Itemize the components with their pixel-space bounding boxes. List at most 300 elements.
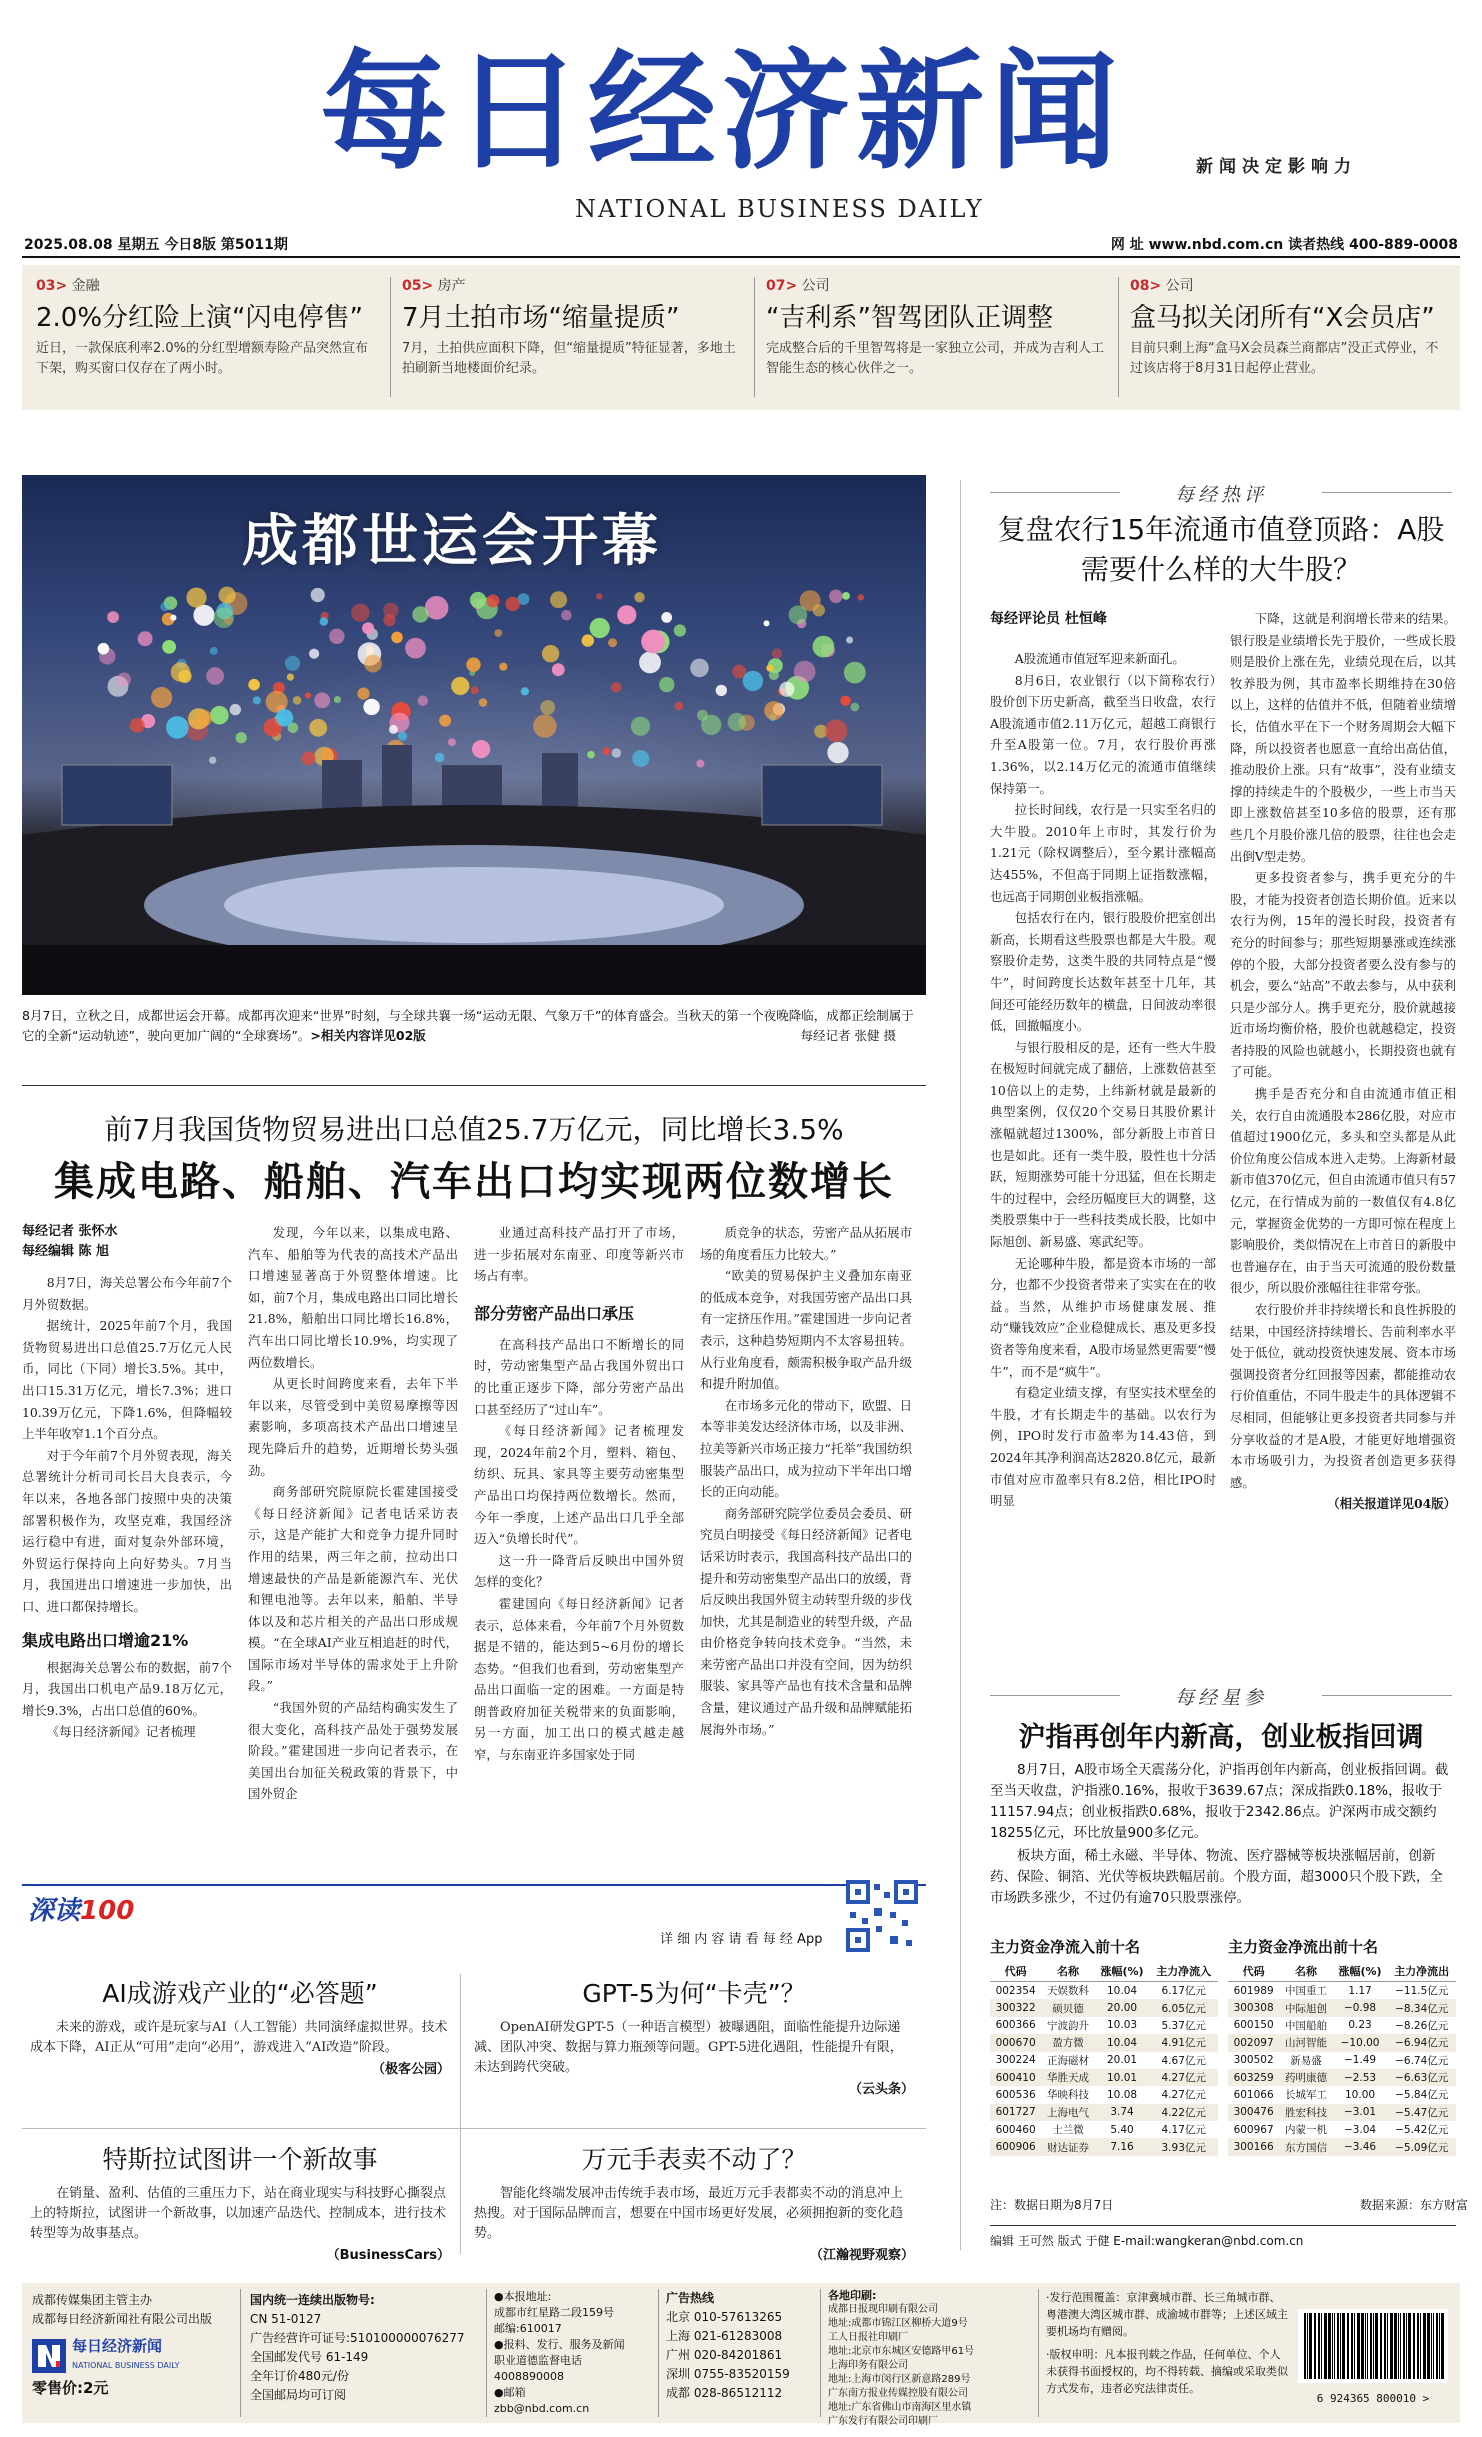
table-cell: −5.47亿元 [1387, 2104, 1456, 2121]
teaser-item[interactable]: 07> 公司 “吉利系”智驾团队正调整 完成整合后的千里智驾将是一家独立公司，并成为吉利人工智能生态的核心伙伴之一。 [766, 275, 1106, 379]
firework-burst [764, 701, 783, 720]
firework-burst [206, 667, 224, 685]
commentary-tag-bar [990, 480, 1452, 507]
firework-burst [772, 648, 782, 658]
footer-pub-line: 全国邮局均可订阅 [250, 2388, 347, 2402]
commentary-paragraph: 拉长时间线，农行是一只实至名归的大牛股。2010年上市时，其发行价为1.21元（除权调整后），至今累计涨幅高达455%，不但高于同期上证指数涨幅，也远高于同期创业板指涨幅。 [990, 802, 1216, 904]
firework-burst [659, 677, 674, 692]
firework-burst [617, 605, 636, 624]
firework-burst [840, 696, 850, 706]
table-cell: 601066 [1233, 2088, 1274, 2101]
firework-burst [309, 719, 327, 737]
divider [460, 1974, 461, 2254]
trade-paragraph: 质竞争的状态，劳密产品从拓展市场的角度看压力比较大。” [700, 1225, 912, 1262]
commentary-paragraph: 有稳定业绩支撑，有坚实技术壁垒的牛股，才有长期走牛的基础。以农行为例，IPO时发行市盈率为14.43倍，到2024年其净利润高达2820.8亿元，最新市值对应市盈率只有8.2倍，相比IPO时明显 [990, 1385, 1216, 1509]
footer-address-line: 成都市红星路二段159号 [494, 2306, 614, 2319]
firework-burst [639, 652, 661, 674]
commentary-title[interactable]: 复盘农行15年流通市值登顶路：A股需要什么样的大牛股？ [997, 513, 1445, 586]
firework-burst [794, 661, 816, 683]
footer-print-line: 成都日报现印刷有限公司 [828, 2304, 938, 2315]
firework-burst [521, 687, 529, 695]
teaser-title[interactable]: 盒马拟关闭所有“X会员店” [1130, 303, 1435, 333]
table-cell: 中国船舶 [1284, 2019, 1327, 2032]
table-cell: 600366 [995, 2019, 1036, 2032]
firework-burst [675, 702, 683, 710]
footer-address-line: ●邮箱 [494, 2386, 526, 2399]
firework-burst [389, 725, 398, 734]
table-cell: 4.91亿元 [1149, 2034, 1218, 2051]
firework-burst [236, 732, 247, 743]
table-row [990, 2121, 1218, 2138]
commentary-paragraph: 农行股价并非持续增长和良性拆股的结果，中国经济持续增长、告前利率水平处于低位，就动投资快速发展、资本市场强调投资者分红回报等因素，都能推动农行价值重估，不同牛股走牛的具体逻辑不尽相同，但能够让更多投资者共同参与并分享收益的才是A股，才能更好地增强资本市场吸引力，为投资者创造更多获得感。 [1230, 1302, 1456, 1490]
teaser-band [22, 265, 1460, 410]
footer-print-line: 上海印务有限公司 [828, 2360, 908, 2371]
firework-burst [825, 719, 848, 742]
table-cell: 10.00 [1345, 2088, 1376, 2101]
price: 零售价:2元 [32, 2379, 109, 2397]
firework-burst [552, 663, 565, 676]
firework-burst [743, 671, 763, 691]
table-header: 主力净流出 [1387, 1961, 1456, 1982]
table-cell: 600967 [1233, 2123, 1274, 2136]
footer-print-line: 地址:北京市东城区安德路甲61号 [828, 2346, 975, 2357]
trade-paragraph: 商务部研究院原院长霍建国接受《每日经济新闻》记者电话采访表示，这是产能扩大和竞争力提升同时作用的结果，两三年之前，拉动出口增速最快的产品是新能源汽车、光伏和锂电池等。去年以来，船舶、半导体以及和芯片相关的产品出口形成规模。“在全球AI产业互相追赶的时代，国际市场对半导体的需求处于上升阶段。” [248, 1484, 458, 1694]
teaser-summary: 完成整合后的千里智驾将是一家独立公司，并成为吉利人工智能生态的核心伙伴之一。 [766, 341, 1105, 376]
firework-burst [160, 602, 169, 611]
table-cell: −5.09亿元 [1387, 2138, 1456, 2155]
table-cell: 6.05亿元 [1149, 1999, 1218, 2016]
market-title[interactable]: 沪指再创年内新高，创业板指回调 [1018, 1722, 1424, 1753]
table-cell: 4.17亿元 [1161, 2124, 1206, 2137]
firework-burst [391, 632, 403, 644]
market-body: 8月7日，A股市场全天震荡分化，沪指再创年内新高，创业板指回调。截至当天收盘，沪指涨0.16%，报收于3639.67点；深成指跌0.18%，报收于11157.94点；创业板指跌0.68%，报收于2342.86点。沪深两市成交额约18255亿元，环比放量900多亿元。 [990, 1762, 1449, 1841]
barcode: 6 924365 800010 > [1298, 2309, 1448, 2408]
table-cell: 000670 [990, 2034, 1041, 2051]
table-cell: 药明康德 [1279, 2069, 1332, 2086]
table-row [990, 1999, 1218, 2016]
footer-address [494, 2289, 654, 2417]
firework-burst [827, 742, 848, 763]
firework-burst [844, 662, 866, 684]
firework-burst [451, 677, 469, 695]
firework-burst [287, 674, 294, 681]
trade-paragraph: 从更长时间跨度来看，去年下半年以来，尽管受到中美贸易摩擦等因素影响，多项高技术产品出口增速呈现先降后升的趋势，近期增长势头强劲。 [248, 1376, 458, 1478]
table-cell: 6.17亿元 [1161, 1985, 1206, 1998]
firework-burst [151, 687, 172, 708]
table-row [1228, 1999, 1456, 2016]
table-cell: 002354 [995, 1984, 1036, 1997]
footer-ad-hotline: 广告热线 北京 010-57613265 上海 021-61283008 广州 020-84201861 深圳 0755-83520159 成都 028-86512112 [666, 2289, 816, 2403]
table-cell: −0.98 [1333, 1999, 1388, 2016]
deep-read-title[interactable]: AI成游戏产业的“必答题” [102, 1979, 378, 2008]
issue-line: 2025.08.08 星期五 今日8版 第5011期 [24, 237, 288, 253]
table-cell: 正海磁材 [1046, 2054, 1089, 2067]
table-row [990, 2034, 1218, 2051]
firework-burst [829, 590, 843, 604]
deep-read-rule [22, 1884, 926, 1886]
commentary-paragraph: A股流通市值冠军迎来新面孔。 [1014, 651, 1185, 666]
table-cell: 601727 [990, 2104, 1041, 2121]
trade-col-2 [248, 1222, 458, 1805]
firework-burst [499, 663, 507, 671]
firework-burst [470, 592, 486, 608]
footer-address-line: 职业道德监督电话 [494, 2354, 582, 2367]
table-row [990, 2017, 1218, 2034]
firework-burst [494, 629, 502, 637]
table-row [990, 2104, 1218, 2121]
deep-read-title[interactable]: 特斯拉试图讲一个新故事 [102, 2145, 378, 2174]
masthead-english: NATIONAL BUSINESS DAILY [575, 195, 984, 223]
footer-print-line: 地址:成都市锦江区柳桥大道9号 [828, 2318, 968, 2329]
firework-burst [248, 679, 260, 691]
table-cell: −2.53 [1333, 2069, 1388, 2086]
footer [22, 2283, 1460, 2427]
table-header: 涨幅(%) [1333, 1961, 1388, 1982]
firework-burst [641, 630, 665, 654]
commentary-col-2 [1230, 608, 1456, 1515]
qr-code-icon[interactable] [846, 1880, 918, 1952]
firework-burst [611, 682, 621, 692]
footer-print-line: 广东南方报业传媒控股有限公司 [828, 2388, 968, 2399]
table-cell: 603259 [1228, 2069, 1279, 2086]
commentary-paragraph: 8月6日，农业银行（以下简称农行）股价创下历史新高，截至当日收盘，农行A股流通市值2.11万亿元，超越工商银行升至A股第一位。7月，农行股价再涨1.36%，以2.14万亿元的流通市值继续保持第一。 [990, 672, 1216, 796]
firework-burst [412, 606, 428, 622]
table-row [1228, 2034, 1456, 2051]
deep-read-body: 在销量、盈利、估值的三重压力下，站在商业现实与科技野心撕裂点上的特斯拉，试图讲一个新故事，以加速产品迭代、控制成本，进行技术转型等为故事基点。 [30, 2186, 447, 2241]
firework-burst [582, 634, 594, 646]
trade-paragraph: 8月7日，海关总署公布今年前7个月外贸数据。 [22, 1275, 232, 1312]
firework-burst [196, 710, 213, 727]
firework-burst [471, 686, 479, 694]
table-cell: 300166 [1228, 2138, 1279, 2155]
firework-burst [107, 611, 119, 623]
table-cell: −8.34亿元 [1387, 1999, 1456, 2016]
table-cell: 600906 [990, 2138, 1041, 2155]
trade-col-4 [700, 1222, 912, 1740]
table-cell: 601989 [1233, 1984, 1274, 1997]
table-cell: 华胜天成 [1041, 2069, 1094, 2086]
trade-paragraph: 对于今年前7个月外贸表现，海关总署统计分析司司长吕大良表示，今年以来，各地各部门按照中央的决策部署积极作为，攻坚克难，我国经济运行稳中有进，面对复杂外部环境，外贸运行保持向上向好势头。7月当月，我国进出口增速进一步加快，出口、进口都保持增长。 [22, 1447, 232, 1614]
firework-burst [690, 659, 709, 678]
firework-burst [472, 740, 490, 758]
deep-read-item[interactable] [474, 1974, 914, 2097]
firework-burst [506, 597, 520, 611]
deep-read-body: 智能化终端发展冲击传统手表市场，最近万元手表都卖不动的消息冲上热搜。对于国际品牌而言，想要在中国市场更好发展，必须拥抱新的变化趋势。 [474, 2186, 904, 2241]
table-cell: 胜宏科技 [1279, 2104, 1332, 2121]
firework-burst [418, 696, 429, 707]
rule [22, 1085, 926, 1086]
table-row [1228, 2069, 1456, 2086]
table-cell: 300308 [1228, 1999, 1279, 2016]
firework-burst [170, 615, 176, 621]
table-cell: 中国重工 [1284, 1985, 1327, 1998]
commentary-col-1 [990, 648, 1216, 1512]
table-cell: 10.08 [1107, 2088, 1138, 2101]
table-cell: 盈方微 [1041, 2034, 1094, 2051]
teaser-item[interactable]: 03> 金融 2.0%分红险上演“闪电停售” 近日，一款保底利率2.0%的分红型增额寿险产品突然宣布下架，购买窗口仅存在了两小时。 [36, 275, 376, 379]
table-cell: −6.63亿元 [1387, 2069, 1456, 2086]
firework-burst [210, 647, 218, 655]
footer-pub-line: 国内统一连续出版物号: [250, 2293, 375, 2307]
table-cell: 10.03 [1107, 2019, 1138, 2032]
firework-burst [696, 760, 704, 768]
divider [1118, 277, 1119, 397]
trade-paragraph: 在市场多元化的带动下，欧盟、日本等非美发达经济体市场，以及非洲、拉美等新兴市场正接力“托举”我国纺织服装产品出口，成为拉动下半年出口增长的正向动能。 [700, 1397, 912, 1500]
footer-ad-line: 上海 021-61283008 [666, 2329, 783, 2343]
table-cell: 600150 [1233, 2019, 1274, 2032]
footer-pub-line: 全年订价480元/份 [250, 2369, 349, 2383]
firework-burst [540, 700, 555, 715]
table-cell: 4.27亿元 [1161, 2089, 1206, 2102]
fund-inflow-table [990, 1936, 1218, 2156]
table-cell: 硕贝德 [1041, 1999, 1094, 2016]
table-header: 涨幅(%) [1095, 1961, 1150, 1982]
table-cell: −11.5亿元 [1395, 1985, 1449, 1998]
firework-burst [117, 673, 131, 687]
deep-read-item[interactable] [474, 2140, 914, 2263]
table-row [990, 2052, 1218, 2069]
deep-read-item[interactable] [30, 2140, 450, 2263]
table-cell: −6.74亿元 [1395, 2054, 1449, 2067]
firework-burst [439, 715, 451, 727]
table-cell: −1.49 [1343, 2054, 1377, 2067]
trade-paragraph: 《每日经济新闻》记者梳理发现，2024年前2个月，塑料、箱包、纺织、玩具、家具等主要劳动密集型产品出口均保持两位数增长。然而，今年一季度，上述产品出口几乎全部迈入“负增长时代”。 [474, 1423, 684, 1547]
footer-ad-line: 北京 010-57613265 [666, 2310, 783, 2324]
table-cell: 20.00 [1095, 1999, 1150, 2016]
deep-read-title[interactable]: 万元手表卖不动了？ [581, 2145, 807, 2174]
footer-publication-info [250, 2291, 480, 2405]
trade-paragraph: 在高科技产品出口不断增长的同时，劳动密集型产品占我国外贸出口的比重正逐步下降，部分劳密产品出口甚至经历了“过山车”。 [474, 1336, 684, 1417]
firework-burst [209, 757, 216, 764]
firework-burst [193, 605, 214, 626]
market-tag-bar [990, 1683, 1452, 1710]
table-header: 代码 [1228, 1961, 1279, 1982]
deep-read-source: （极客公园） [371, 2062, 450, 2077]
firework-burst [186, 588, 206, 608]
teaser-title[interactable]: 7月土拍市场“缩量提质” [402, 303, 680, 333]
firework-burst [789, 606, 808, 625]
table-cell: 东方国信 [1279, 2138, 1332, 2155]
table-cell: 300502 [1233, 2054, 1274, 2067]
footer-printers: 各地印刷: 成都日报现印刷有限公司 地址:成都市锦江区柳桥大道9号 工人日报社印刷厂 地址:北京市东城区安德路甲61号 上海印务有限公司 地址:上海市闵行区新意路289号 广东南方报业传媒控股有限公司 地址:广东省佛山市南海区里水镇 广东发行有限公司印刷厂 [828, 2289, 1033, 2429]
table-cell: 0.23 [1348, 2019, 1372, 2032]
firework-burst [846, 637, 853, 644]
table-cell: −3.46 [1333, 2138, 1388, 2155]
table-cell: 天娱数科 [1046, 1985, 1089, 1998]
firework-burst [398, 732, 407, 741]
trade-col1-subhead: 集成电路出口增逾21% [22, 1630, 189, 1650]
table-cell: 4.67亿元 [1161, 2054, 1206, 2067]
market-body-2: 板块方面，稀土永磁、半导体、物流、医疗器械等板块涨幅居前，创新药、保险、铜箔、光伏等板块跌幅居前。个股方面，超3000只个股下跌，全市场跌多涨少，不过仍有逾70只股票涨停。 [990, 1848, 1443, 1906]
firework-burst [98, 643, 110, 655]
firework-burst [320, 617, 329, 626]
trade-reporter: 每经记者 张怀水 [22, 1224, 118, 1239]
teaser-summary: 目前只剩上海“盒马X会员森兰商都店”没正式停业，不过该店将于8月31日起停止营业。 [1130, 341, 1439, 376]
firework-burst [858, 594, 864, 600]
footer-print-line: 工人日报社印刷厂 [828, 2332, 908, 2343]
firework-burst [357, 688, 369, 700]
trade-paragraph: 《每日经济新闻》记者梳理 [46, 1724, 196, 1740]
footer-sponsor: 成都传媒集团主管主办 成都每日经济新闻社有限公司出版 每日经济新闻 NATIONAL BUSINESS DAILY 零售价:2元 [32, 2291, 232, 2398]
footer-address-line: ●报料、发行、服务及新闻 [494, 2338, 625, 2351]
table-cell: 4.22亿元 [1149, 2104, 1218, 2121]
commentary-paragraph: 下降，这就是利润增长带来的结果。银行股是业绩增长先于股价，一些成长股则是股价上涨在先，业绩兑现在后，以其牧养股为例，其市盈率长期维持在30倍以上，这样的估值并不低，但随着业绩增长，估值水平在下一个财务周期会大幅下降，所以投资者也愿意一直给出高估值，推动股价上涨。只有“故事”，没有业绩支撑的持续走牛的个股极少，一些上市当天即上涨数倍甚至10多倍的股票，还有那些几个月股价涨几倍的股票，往往也会走出倒V型走势。 [1230, 611, 1456, 864]
trade-subheadline: 前7月我国货物贸易进出口总值25.7万亿元，同比增长3.5% [104, 1113, 844, 1146]
firework-burst [479, 698, 488, 707]
trade-col-1 [22, 1222, 232, 1743]
contact-line: 网 址 www.nbd.com.cn 读者热线 400-889-0008 [1110, 237, 1458, 253]
firework-burst [716, 685, 727, 696]
table-row [1228, 2086, 1456, 2103]
deep-read-body: OpenAI研发GPT-5（一种语言模型）被曝遇阻，面临性能提升边际递减、团队冲突、数据与算力瓶颈等问题。GPT-5进化遇阻，性能提升有限，未达到跨代突破。 [474, 2020, 903, 2075]
table-cell: 300476 [1228, 2104, 1279, 2121]
firework-burst [210, 706, 229, 725]
firework-burst [590, 618, 610, 638]
firework-burst [632, 750, 649, 767]
firework-burst [166, 716, 189, 739]
market-tag: 每经星参 [1174, 1687, 1267, 1709]
footer-address-line: 4008890008 [494, 2370, 564, 2383]
trade-paragraph: 据统计，2025年前7个月，我国货物贸易进出口总值25.7万亿元人民币，同比（下同）增长3.5%。其中，出口15.31万亿元，增长7.3%；进口10.39万亿元，下降1.6%，但降幅较上半年收窄1.1个百分点。 [22, 1318, 232, 1442]
firework-burst [608, 638, 617, 647]
table-cell: 4.27亿元 [1149, 2069, 1218, 2086]
firework-burst [363, 699, 379, 715]
table-cell: 5.40 [1110, 2123, 1134, 2136]
firework-burst [305, 693, 311, 699]
footer-address-line: zbb@nbd.com.cn [494, 2402, 590, 2415]
firework-burst [435, 753, 444, 762]
table-cell: −8.26亿元 [1395, 2019, 1449, 2032]
table-cell: 10.04 [1095, 2034, 1150, 2051]
table-cell: 002097 [1228, 2034, 1279, 2051]
nbd-logo-icon [32, 2339, 66, 2373]
firework-burst [311, 588, 325, 602]
table-row [1228, 1982, 1456, 2000]
photo-caption [22, 1006, 926, 1046]
table-row [1228, 2017, 1456, 2034]
footer-pub-line: 全国邮发代号 61-149 [250, 2350, 369, 2364]
teaser-item[interactable]: 05> 房产 7月土拍市场“缩量提质” 7月，土拍供应面积下降，但“缩量提质”特征显著，多地土拍刷新当地楼面价纪录。 [402, 275, 742, 379]
teaser-item[interactable]: 08> 公司 盒马拟关闭所有“X会员店” 目前只剩上海“盒马X会员森兰商都店”没正式停业，不过该店将于8月31日起停止营业。 [1130, 275, 1448, 379]
teaser-summary: 近日，一款保底利率2.0%的分红型增额寿险产品突然宣布下架，购买窗口仅存在了两小时。 [36, 341, 369, 376]
fund-outflow-title: 主力资金净流出前十名 [1228, 1938, 1379, 1956]
firework-burst [612, 748, 621, 757]
table-cell: 财达证券 [1041, 2138, 1094, 2155]
table-cell: −5.84亿元 [1395, 2089, 1449, 2102]
footer-print-line: 地址:上海市闵行区新意路289号 [828, 2374, 971, 2385]
table-header: 代码 [990, 1961, 1041, 1982]
table-cell: 7.16 [1095, 2138, 1150, 2155]
teaser-title[interactable]: “吉利系”智驾团队正调整 [766, 303, 1053, 333]
table-cell: 华映科技 [1046, 2089, 1089, 2102]
firework-burst [674, 624, 686, 636]
table-row [990, 2086, 1218, 2103]
commentary-paragraph: 无论哪种牛股，都是资本市场的一部分，也都不少投资者带来了实实在在的收益。当然，从维护市场健康发展、推动“赚钱效应”企业稳健成长、惠及更多投资者等角度来看，A股市场显然更需要“慢牛”，而不是“疯牛”。 [990, 1255, 1216, 1379]
footer-logo: 每日经济新闻 NATIONAL BUSINESS DAILY [32, 2337, 232, 2375]
deep-read-source: （BusinessCars） [326, 2248, 450, 2263]
masthead-title: 每日经济新闻 [320, 38, 1125, 187]
table-header: 主力净流入 [1149, 1961, 1218, 1982]
masthead-slogan: 新闻决定影响力 [1196, 157, 1357, 177]
table-header: 名称 [1279, 1961, 1332, 1982]
table-row [990, 2069, 1218, 2086]
firework-burst [253, 696, 261, 704]
trade-paragraph: 这一升一降背后反映出中国外贸怎样的变化？ [474, 1552, 684, 1590]
table-cell: −3.04 [1343, 2123, 1377, 2136]
lead-photo[interactable] [22, 475, 926, 995]
firework-burst [603, 747, 611, 755]
table-cell: −6.94亿元 [1387, 2034, 1456, 2051]
footer-ad-line: 广州 020-84201861 [666, 2348, 783, 2362]
table-cell: 1.17 [1348, 1984, 1372, 1997]
firework-burst [230, 704, 241, 715]
firework-burst [779, 682, 794, 697]
table-source: 数据来源：东方财富 [1360, 2198, 1469, 2212]
firework-burst [351, 604, 369, 622]
firework-burst [302, 751, 316, 765]
table-cell: 上海电气 [1041, 2104, 1094, 2121]
caption-text: 8月7日，立秋之日，成都世运会开幕。成都再次迎来“世界”时刻，与全球共襄一场“运动无限、气象万千”的体育盛会。当秋天的第一个夜晚降临，成都正绘制属于它的全新“运动轨迹”，驶向更加广阔的“全球赛场”。 [22, 1008, 914, 1043]
firework-burst [550, 591, 567, 608]
deep-read-body: 未来的游戏，或许是玩家与AI（人工智能）共同演绎虚拟世界。技术成本下降，AI正从“可用”走向“必用”，游戏进入“AI改造”阶段。 [30, 2020, 448, 2055]
trade-col-3 [474, 1222, 684, 1766]
firework-burst [661, 612, 672, 623]
firework-burst [293, 696, 302, 705]
fund-inflow-title: 主力资金净流入前十名 [990, 1938, 1141, 1956]
firework-burst [130, 718, 145, 733]
table-cell: 600410 [990, 2069, 1041, 2086]
photo-headline: 成都世运会开幕 [242, 509, 662, 574]
commentary-paragraph: 携手是否充分和自由流通市值正相关，农行自由流通股本286亿股，对应市值超过1900亿元，多头和空头都是从此价位角度公信成本进入走势。上海新材最新市值370亿元，但自由流通市值只有57亿元，在行情成为前的一数值仅有4.8亿元，掌握资金优势的一方即可惊在程度上影响股价，类似情况在上市首日的新股中也普遍存在，由于当天可流通的股份数量很少，所以股价涨幅往往非常夸张。 [1230, 1086, 1456, 1296]
fund-outflow-table [1228, 1936, 1456, 2156]
commentary-paragraph: 更多投资者参与，携手更充分的牛股，才能为投资者创造长期价值。近来以农行为例，15年的漫长时段，投资者有充分的时间参与；那些短期暴涨或连续涨停的个股，大部分投资者要么没有参与的机会，要么“站高”不敢去参与，从中获利只是少部分人。携手更充分，股价就越接近市场均衡价格，股价也就越稳定，投资者持股的风险也就越小，长期投资也就有了可能。 [1230, 870, 1456, 1080]
teaser-title[interactable]: 2.0%分红险上演“闪电停售” [36, 303, 363, 333]
deep-read-title[interactable]: GPT-5为何“卡壳”？ [582, 1979, 806, 2008]
deep-read-item[interactable] [30, 1974, 450, 2077]
table-cell: 新易盛 [1290, 2054, 1322, 2067]
table-row [990, 2138, 1218, 2155]
commentary-related-link[interactable]: （相关报道详见04版） [1327, 1496, 1456, 1512]
trade-paragraph: 商务部研究院学位委员会委员、研究员白明接受《每日经济新闻》记者电话采访时表示，我国高科技产品出口的提升和劳动密集型产品出口的放缓，背后反映出我国外贸主动转型升级的步伐加快，尤其是制造业的转型升级，产品由价格竞争转向技术竞争。“当然，未来劳密产品出口并没有空间，因为纺织服装、家具等产品也有技术含量和品牌含量，建议通过产品升级和品牌赋能拓展海外市场。” [700, 1505, 912, 1737]
footer-pub-line: CN 51-0127 [250, 2312, 322, 2326]
table-cell: 20.01 [1107, 2054, 1138, 2067]
table-note: 注：数据日期为8月7日 [990, 2198, 1114, 2212]
footer-print-line: 地址:广东省佛山市南海区里水镇 [828, 2402, 972, 2413]
trade-paragraph: 发现，今年以来，以集成电路、汽车、船舶等为代表的高技术产品出口增速显著高于外贸整体增速。比如，前7个月，集成电路出口同比增长21.8%，船舶出口同比增长16.8%，汽车出口同比增长10.9%，均实现了两位数增长。 [248, 1225, 458, 1370]
trade-paragraph: 根据海关总署公布的数据，前7个月，我国出口机电产品9.18万亿元，增长9.3%，占出口总值的60%。 [22, 1659, 232, 1718]
firework-burst [533, 714, 556, 737]
deep-read-source: （云头条） [848, 2082, 914, 2097]
firework-burst [448, 738, 456, 746]
footer-ad-line: 成都 028-86512112 [666, 2386, 783, 2400]
commentary-tag: 每经热评 [1174, 484, 1267, 506]
firework-burst [542, 645, 559, 662]
firework-burst [466, 658, 480, 672]
firework-burst [813, 636, 835, 658]
table-header: 名称 [1041, 1961, 1094, 1982]
footer-range: ·发行范围覆盖：京津冀城市群、长三角城市群、粤港澳大湾区城市群、成渝城市群等；上述区域主要机场均有赠阅。 ·版权申明：凡本报刊载之作品，任何单位、个人未获得书面授权的，均不得转载、摘编或采取类似方式发布，违者必究法律责任。 [1046, 2291, 1288, 2395]
caption-link[interactable]: >相关内容详见02版 [310, 1028, 426, 1043]
trade-headline[interactable]: 集成电路、船舶、汽车出口均实现两位数增长 [54, 1159, 894, 1205]
firework-burst [631, 717, 650, 736]
table-cell: 5.37亿元 [1161, 2019, 1206, 2032]
firework-burst [334, 696, 341, 703]
firework-burst [701, 715, 721, 735]
divider [754, 277, 755, 397]
table-cell: 300322 [990, 1999, 1041, 2016]
firework-burst [728, 713, 746, 731]
firework-burst [219, 587, 236, 604]
